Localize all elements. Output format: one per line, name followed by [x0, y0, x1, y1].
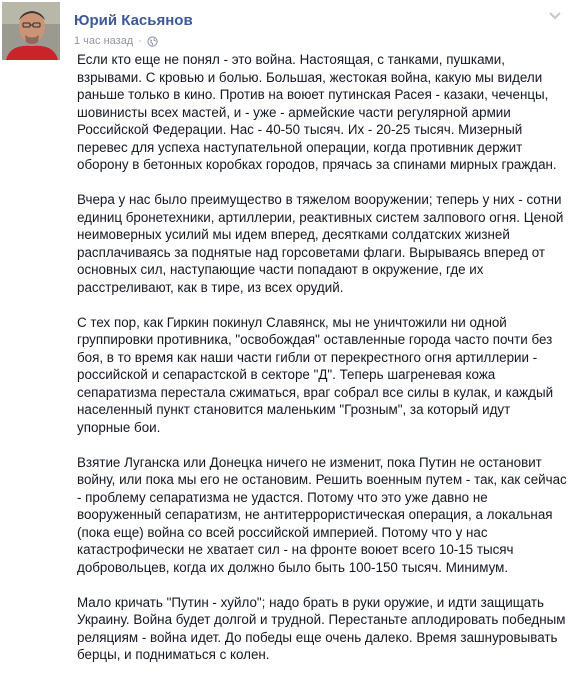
timestamp[interactable]: 1 час назад	[74, 35, 134, 47]
post-paragraph: Мало кричать "Путин - хуйло"; надо брать в руки оружие, и идти защищать Украину. Война будет долгой и трудной. Перестаньте аплодировать победным реляциям - война идет. До победы еще очень далеко. Время зашнуровывать берцы, и подниматься с колен.	[77, 594, 566, 662]
meta-separator: ·	[138, 35, 142, 47]
post-paragraph: С тех пор, как Гиркин покинул Славянск, мы не уничтожили ни одной группировки противника, "освобождая" оставленные города часто почти без боя, в то время как наши части гибли от перекрестного огня артиллерии - российской и сепарастской в секторе "Д". Теперь шагреневая кожа сепаратизма перестала сжиматься, враг собрал все силы в кулак, и каждый населенный пункт становится маленьким "Грозным", за который идут упорные бои.	[77, 314, 554, 435]
author-avatar[interactable]	[2, 2, 60, 60]
post-paragraph: Взятие Луганска или Донецка ничего не изменит, пока Путин не остановит войну, или пока мы его не остановим. Решить военным путем - так, как сейчас - проблему сепаратизма не удастся. Потому что это уже давно не вооруженный сепаратизм, не антитеррористическая операция, а локальная (пока еще) война со всей российской империей. Потому что у нас катастрофически не хватает сил - на фронте воюет всего 10-15 тысяч добровольцев, когда их должно было быть 100-150 тысяч. Минимум.	[77, 454, 567, 575]
post-paragraph: Если кто еще не понял - это война. Настоящая, с танками, пушками, взрывами. С кровью и болью. Большая, жестокая война, какую мы видели раньше только в кино. Против на воюет путинская Расея - казаки, чеченцы, шовинисты всех мастей, и - уже - армейские части регулярной армии Российской Федерации. Нас - 40-50 тысяч. Их - 20-25 тысяч. Мизерный перевес для успеха наступательной операции, когда противник держит оборону в бетонных коробках городов, прячась за спинами мирных граждан.	[77, 52, 557, 172]
globe-icon[interactable]	[147, 36, 158, 47]
chevron-down-icon[interactable]	[549, 12, 561, 20]
post-meta	[74, 35, 158, 47]
post-body	[77, 51, 567, 681]
user-photo-icon	[2, 2, 60, 60]
post-paragraph: Вчера у нас было преимущество в тяжелом вооружении; теперь у них - сотни единиц бронетехники, артиллерии, реактивных систем залпового огня. Ценой неимоверных усилий мы идем вперед, десятками солдатских жизней расплачиваясь за поднятые над горсоветами флаги. Вырываясь вперед от основных сил, наступающие части попадают в окружение, где их расстреливают, как в тире, из всех орудий.	[77, 192, 564, 295]
author-name[interactable]: Юрий Касьянов	[74, 12, 193, 29]
